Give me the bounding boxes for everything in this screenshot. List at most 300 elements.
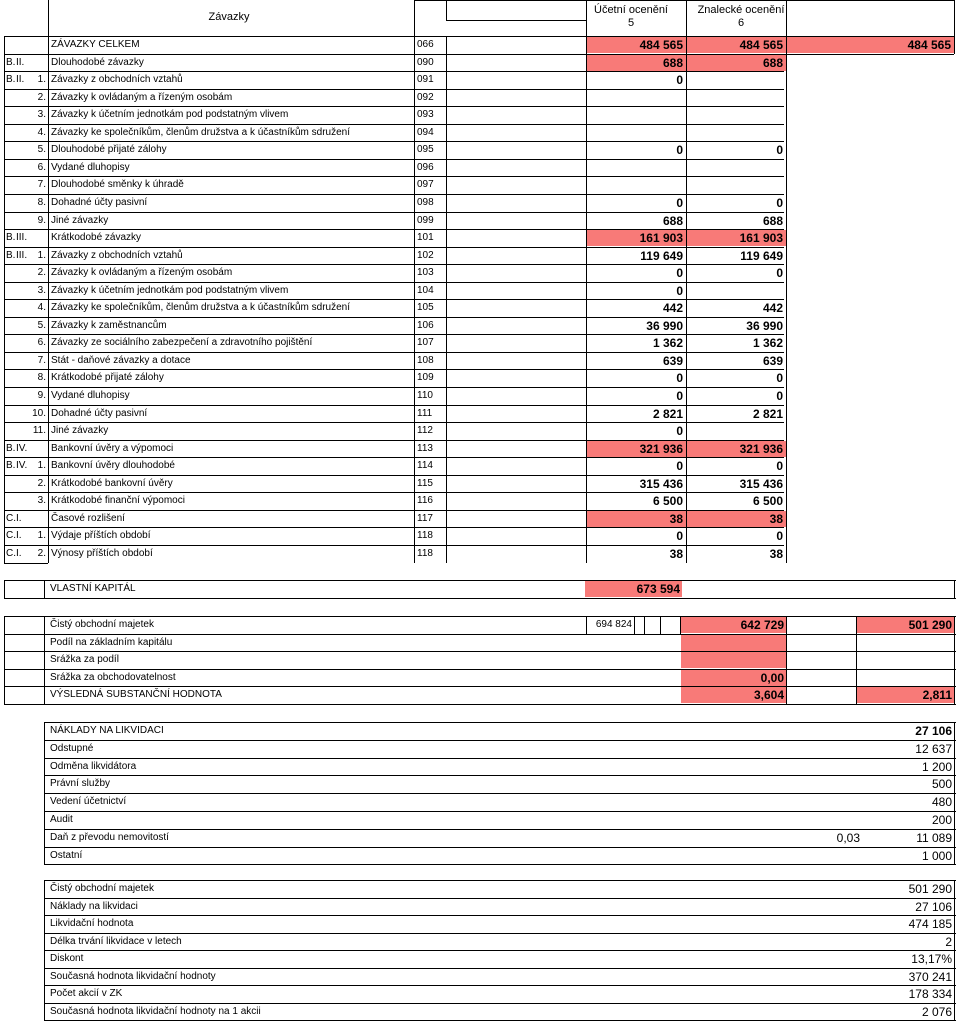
table-row <box>0 176 960 194</box>
row-code: 109 <box>417 372 434 384</box>
row-value-expert <box>688 71 783 89</box>
row-item-number: 2. <box>37 477 46 489</box>
row-value-accounting: 0 <box>676 459 683 474</box>
liquidation-item-rate <box>780 811 860 829</box>
row-item-number: 3. <box>37 109 46 121</box>
row-value-total <box>788 545 951 563</box>
row-code: 092 <box>417 91 434 103</box>
row-code: 066 <box>417 39 434 50</box>
row-section-roman: II. <box>16 56 25 68</box>
row-value-total <box>788 527 951 545</box>
row-value-expert <box>688 89 783 107</box>
summary-label: Délka trvání likvidace v letech <box>50 935 182 947</box>
table-row <box>0 811 960 829</box>
table-row <box>0 847 960 865</box>
summary-value: 370 241 <box>908 969 952 984</box>
table-row <box>0 229 960 247</box>
substance-table <box>0 616 960 706</box>
row-value-accounting: 639 <box>662 353 683 368</box>
row-label: Stát - daňové závazky a dotace <box>51 354 191 366</box>
table-row <box>0 669 960 687</box>
liquidation-item-value: 480 <box>931 795 952 810</box>
substance-base-value <box>588 634 632 652</box>
row-value-accounting: 6 500 <box>652 494 683 509</box>
row-label: Závazky k ovládaným a řízeným osobám <box>51 91 233 103</box>
row-section-roman: I. <box>16 512 22 524</box>
row-code: 101 <box>417 232 434 244</box>
row-label: Závazky k zaměstnancům <box>51 319 167 331</box>
row-value-total <box>788 212 951 230</box>
table-row <box>0 54 960 72</box>
row-value-total <box>788 159 951 177</box>
table-row <box>0 915 960 933</box>
substance-base-value: 694 824 <box>595 619 632 630</box>
liquidation-item-value: 12 637 <box>915 741 952 756</box>
row-label: Závazky ke společníkům, členům družstva a k účastníkům sdružení <box>51 302 351 314</box>
row-item-number <box>26 36 46 54</box>
table-row <box>0 440 960 458</box>
row-code: 097 <box>417 179 434 191</box>
row-item-number: 4. <box>37 126 46 138</box>
summary-label: Náklady na likvidaci <box>50 900 138 912</box>
row-code: 091 <box>417 74 434 86</box>
row-value-accounting: 0 <box>676 371 683 386</box>
table-row <box>0 475 960 493</box>
table-row <box>0 775 960 793</box>
row-value-accounting: 0 <box>676 143 683 158</box>
row-value-expert <box>688 282 783 300</box>
header-col1-label: Účetní ocenění <box>594 4 668 16</box>
row-value-total <box>788 405 951 423</box>
liquidation-item-label: Audit <box>50 814 73 825</box>
table-row <box>0 793 960 811</box>
row-value-accounting <box>588 89 683 107</box>
row-value-total <box>788 440 951 458</box>
row-value-total <box>788 124 951 142</box>
row-item-number: 6. <box>37 161 46 173</box>
row-value-expert: 0 <box>776 459 783 474</box>
row-value-expert: 0 <box>776 371 783 386</box>
row-code: 117 <box>417 512 433 524</box>
table-row <box>0 545 960 563</box>
row-label: Závazky z obchodních vztahů <box>51 74 183 86</box>
row-value-expert: 484 565 <box>739 38 783 52</box>
row-label: Bankovní úvěry dlouhodobé <box>51 460 175 472</box>
row-value-expert: 2 821 <box>752 406 783 421</box>
row-code: 112 <box>417 425 433 437</box>
substance-value-final <box>858 651 952 669</box>
table-row <box>0 829 960 847</box>
row-value-total <box>788 387 951 405</box>
substance-label: Podíl na základním kapitálu <box>50 636 173 648</box>
row-value-total <box>788 510 951 528</box>
row-value-accounting: 0 <box>676 266 683 281</box>
row-value-total <box>788 299 951 317</box>
row-item-number <box>26 440 46 458</box>
row-item-number: 4. <box>37 302 46 314</box>
row-code: 099 <box>417 214 434 226</box>
table-row <box>0 369 960 387</box>
row-code: 118 <box>417 530 433 542</box>
row-value-total <box>788 475 951 493</box>
table-row <box>0 264 960 282</box>
row-value-accounting <box>588 159 683 177</box>
row-code: 096 <box>417 161 434 173</box>
row-value-total <box>788 457 951 475</box>
table-row <box>0 71 960 89</box>
table-row <box>0 686 960 704</box>
row-label: Dlouhodobé přijaté zálohy <box>51 144 167 156</box>
table-row <box>0 405 960 423</box>
row-label: Vydané dluhopisy <box>51 161 130 173</box>
row-code: 116 <box>417 495 433 507</box>
row-section-letter: B. <box>6 249 16 261</box>
table-row <box>0 194 960 212</box>
row-value-accounting: 2 821 <box>652 406 683 421</box>
substance-value-final <box>858 634 952 652</box>
liabilities-table <box>0 36 960 566</box>
row-value-accounting: 0 <box>676 529 683 544</box>
row-label: Krátkodobé finanční výpomoci <box>51 495 185 507</box>
table-row <box>0 880 960 898</box>
table-row <box>0 317 960 335</box>
table-row <box>0 1003 960 1021</box>
liquidation-item-label: Odměna likvidátora <box>50 760 137 772</box>
equity-label: VLASTNÍ KAPITÁL <box>50 583 136 594</box>
row-value-expert: 161 903 <box>739 231 783 246</box>
equity-row <box>0 580 960 598</box>
row-item-number: 10. <box>32 407 46 419</box>
equity-value: 673 594 <box>636 582 680 596</box>
liquidation-item-value: 1 000 <box>921 848 952 863</box>
summary-value: 178 334 <box>908 987 952 1002</box>
row-value-accounting <box>588 124 683 142</box>
row-label: Závazky k účetním jednotkám pod podstatným vlivem <box>51 109 289 121</box>
table-row <box>0 510 960 528</box>
substance-base-value <box>588 651 632 669</box>
table-row <box>0 124 960 142</box>
row-value-accounting: 688 <box>662 55 683 70</box>
row-label: Výnosy příštích období <box>51 547 153 559</box>
liquidation-item-value: 500 <box>931 777 952 792</box>
row-value-total <box>788 282 951 300</box>
liquidation-item-value: 11 089 <box>916 830 952 845</box>
liquidation-item-label: Vedení účetnictví <box>50 796 127 808</box>
row-label: Dohadné účty pasivní <box>51 196 148 208</box>
substance-value: 0,00 <box>760 670 784 685</box>
row-value-total <box>788 422 951 440</box>
row-section-letter: C. <box>6 530 16 542</box>
row-value-expert: 639 <box>762 353 783 368</box>
row-value-expert: 0 <box>776 143 783 158</box>
row-item-number: 3. <box>37 495 46 507</box>
row-item-number: 9. <box>37 214 46 226</box>
row-value-accounting: 442 <box>662 301 683 316</box>
row-code: 098 <box>417 196 434 208</box>
row-value-total <box>788 194 951 212</box>
row-value-expert: 38 <box>769 511 783 526</box>
row-section-roman: I. <box>16 530 22 542</box>
substance-value-final: 501 290 <box>908 618 952 632</box>
substance-label: Čistý obchodní majetek <box>50 619 154 630</box>
liquidation-costs-table <box>0 722 960 866</box>
row-item-number: 1. <box>37 249 46 261</box>
row-value-expert <box>688 176 783 194</box>
row-item-number: 11. <box>32 425 46 437</box>
table-row <box>0 89 960 107</box>
row-label: Časové rozlišení <box>51 512 125 524</box>
row-value-accounting <box>588 106 683 124</box>
substance-value-final: 2,811 <box>922 688 952 703</box>
row-item-number: 7. <box>37 354 46 366</box>
row-section-letter: B. <box>6 232 16 244</box>
liquidation-item-rate <box>780 758 860 776</box>
row-item-number: 1. <box>37 74 46 86</box>
table-row <box>0 492 960 510</box>
row-label: Závazky ze sociálního zabezpečení a zdravotního pojištění <box>51 337 313 349</box>
row-item-number: 9. <box>37 390 46 401</box>
table-row <box>0 651 960 669</box>
row-value-total <box>788 176 951 194</box>
summary-label: Současná hodnota likvidační hodnoty na 1 akcii <box>50 1005 261 1017</box>
table-row <box>0 212 960 230</box>
header-title: Závazky <box>208 11 250 23</box>
summary-value: 27 106 <box>915 899 952 914</box>
row-value-expert <box>688 159 783 177</box>
row-label: Krátkodobé bankovní úvěry <box>51 477 173 489</box>
row-value-expert: 688 <box>762 213 783 228</box>
header-col2-label: Znalecké ocenění <box>697 4 785 16</box>
row-label: Závazky z obchodních vztahů <box>51 249 183 261</box>
table-row <box>0 299 960 317</box>
row-section-letter: C. <box>6 547 16 559</box>
summary-label: Současná hodnota likvidační hodnoty <box>50 970 216 982</box>
row-value-total <box>788 229 951 247</box>
row-value-expert: 38 <box>769 546 783 561</box>
table-row <box>0 334 960 352</box>
liquidation-item-label: Právní služby <box>50 778 111 790</box>
summary-label: Diskont <box>50 953 84 965</box>
table-row <box>0 36 960 54</box>
row-label: Jiné závazky <box>51 425 109 437</box>
row-item-number: 5. <box>37 319 46 331</box>
row-code: 094 <box>417 126 434 138</box>
row-code: 103 <box>417 267 434 279</box>
row-label: Závazky k účetním jednotkám pod podstatným vlivem <box>51 284 289 296</box>
substance-value <box>688 634 784 652</box>
row-value-accounting: 315 436 <box>639 476 683 491</box>
row-value-total <box>788 264 951 282</box>
row-value-total <box>788 369 951 387</box>
table-row <box>0 457 960 475</box>
row-value-accounting: 0 <box>676 195 683 210</box>
table-row <box>0 282 960 300</box>
liquidation-total: 27 106 <box>915 724 952 738</box>
table-row <box>0 740 960 758</box>
header-col1-num: 5 <box>627 17 635 29</box>
summary-value: 2 076 <box>921 1004 952 1019</box>
row-value-expert: 688 <box>762 55 783 70</box>
row-value-total <box>788 492 951 510</box>
row-code: 110 <box>417 390 433 401</box>
liquidation-item-rate <box>780 775 860 793</box>
row-item-number: 2. <box>37 547 46 559</box>
row-item-number: 8. <box>37 196 46 208</box>
row-item-number: 1. <box>37 530 46 542</box>
row-value-accounting: 0 <box>676 389 683 403</box>
row-section-roman: II. <box>16 74 25 86</box>
liquidation-item-label: Odstupné <box>50 742 94 754</box>
row-value-total <box>788 334 951 352</box>
table-header <box>4 0 956 36</box>
row-value-total <box>788 141 951 159</box>
row-value-expert <box>688 106 783 124</box>
summary-value: 2 <box>945 934 952 949</box>
row-value-accounting: 119 649 <box>640 248 683 263</box>
row-value-accounting: 321 936 <box>639 441 683 456</box>
summary-value: 501 290 <box>908 882 952 896</box>
row-value-accounting: 161 903 <box>639 231 683 246</box>
row-section-roman: III. <box>16 232 28 244</box>
row-label: Výdaje příštích období <box>51 530 151 542</box>
row-value-accounting: 0 <box>676 424 683 439</box>
substance-label: VÝSLEDNÁ SUBSTANČNÍ HODNOTA <box>50 689 222 701</box>
row-value-expert: 321 936 <box>739 441 783 456</box>
substance-value <box>688 651 784 669</box>
row-code: 114 <box>417 460 433 472</box>
row-label: ZÁVAZKY CELKEM <box>51 39 140 50</box>
row-code: 108 <box>417 354 434 366</box>
table-row <box>0 616 960 634</box>
row-value-expert: 442 <box>762 301 783 316</box>
row-label: Závazky ke společníkům, členům družstva a k účastníkům sdružení <box>51 126 351 138</box>
row-code: 102 <box>417 249 434 261</box>
row-value-total <box>788 71 951 89</box>
row-label: Dlouhodobé závazky <box>51 56 144 68</box>
substance-label: Srážka za obchodovatelnost <box>50 671 176 683</box>
substance-base-value <box>588 686 632 704</box>
row-code: 106 <box>417 319 434 331</box>
row-value-accounting: 36 990 <box>646 318 683 333</box>
liquidation-item-rate: 0,03 <box>836 830 860 845</box>
substance-value: 642 729 <box>740 618 784 632</box>
row-code: 104 <box>417 284 434 296</box>
table-row <box>0 352 960 370</box>
row-item-number <box>26 510 46 528</box>
row-code: 118 <box>417 547 433 559</box>
row-value-accounting: 38 <box>669 511 683 526</box>
row-section-letter: C. <box>6 512 16 524</box>
liquidation-item-value: 1 200 <box>921 759 952 774</box>
row-value-expert: 6 500 <box>752 494 783 509</box>
liquidation-item-rate <box>780 740 860 758</box>
substance-value: 3,604 <box>753 688 784 703</box>
row-item-number: 2. <box>37 91 46 103</box>
table-row <box>0 422 960 440</box>
row-label: Krátkodobé závazky <box>51 232 142 244</box>
row-value-accounting: 484 565 <box>639 38 683 52</box>
row-value-expert: 119 649 <box>740 248 783 263</box>
row-item-number: 8. <box>37 372 46 384</box>
row-label: Dlouhodobé směnky k úhradě <box>51 179 184 191</box>
row-item-number: 3. <box>37 284 46 296</box>
row-code: 111 <box>417 407 433 419</box>
row-item-number: 6. <box>37 337 46 349</box>
summary-label: Likvidační hodnota <box>50 918 134 930</box>
row-value-total <box>788 352 951 370</box>
liquidation-title: NÁKLADY NA LIKVIDACI <box>50 725 164 736</box>
row-section-roman: III. <box>16 249 28 261</box>
row-label: Závazky k ovládaným a řízeným osobám <box>51 267 233 279</box>
liquidation-item-value: 200 <box>931 813 952 827</box>
summary-label: Počet akcií v ZK <box>50 988 123 1000</box>
row-value-expert: 0 <box>776 195 783 210</box>
liquidation-item-label: Ostatní <box>50 849 83 861</box>
row-value-expert: 315 436 <box>739 476 783 491</box>
table-row <box>0 159 960 177</box>
row-code: 113 <box>417 442 433 454</box>
row-value-total <box>788 106 951 124</box>
row-label: Jiné závazky <box>51 214 109 226</box>
row-item-number: 1. <box>37 460 46 472</box>
row-value-total: 484 565 <box>907 38 951 52</box>
row-value-accounting: 0 <box>676 73 683 88</box>
row-label: Vydané dluhopisy <box>51 390 130 401</box>
row-section-roman: IV. <box>16 442 28 454</box>
row-value-accounting <box>588 176 683 194</box>
row-item-number: 2. <box>37 267 46 279</box>
table-row <box>0 985 960 1003</box>
row-item-number <box>26 229 46 247</box>
row-code: 105 <box>417 302 434 314</box>
row-value-expert <box>688 124 783 142</box>
header-col2-num: 6 <box>737 17 745 29</box>
row-value-total <box>788 54 951 72</box>
row-value-expert: 0 <box>776 529 783 544</box>
substance-base-value <box>588 669 632 687</box>
table-row <box>0 106 960 124</box>
row-value-expert: 0 <box>776 389 783 403</box>
summary-value: 474 185 <box>908 917 952 932</box>
row-item-number <box>26 54 46 72</box>
row-section-roman: IV. <box>16 460 28 472</box>
row-value-total <box>788 89 951 107</box>
table-row <box>0 933 960 951</box>
liquidation-summary-table <box>0 880 960 1022</box>
substance-label: Srážka za podíl <box>50 654 119 666</box>
row-label: Bankovní úvěry a výpomoci <box>51 442 174 454</box>
row-section-letter: B. <box>6 442 16 454</box>
row-value-accounting: 688 <box>662 213 683 228</box>
row-section-letter: B. <box>6 74 16 86</box>
table-row <box>0 247 960 265</box>
table-row <box>0 141 960 159</box>
table-row <box>0 898 960 916</box>
table-row <box>0 950 960 968</box>
row-section-letter: B. <box>6 56 16 68</box>
row-section-letter: B. <box>6 460 16 472</box>
liquidation-item-rate <box>780 847 860 865</box>
row-code: 095 <box>417 144 434 156</box>
liquidation-item-rate <box>780 793 860 811</box>
row-label: Dohadné účty pasivní <box>51 407 148 419</box>
row-value-expert <box>688 422 783 440</box>
liquidation-header-row <box>0 722 960 740</box>
table-row <box>0 527 960 545</box>
row-label: Krátkodobé přijaté zálohy <box>51 372 164 384</box>
row-section-roman: I. <box>16 547 22 559</box>
table-row <box>0 758 960 776</box>
